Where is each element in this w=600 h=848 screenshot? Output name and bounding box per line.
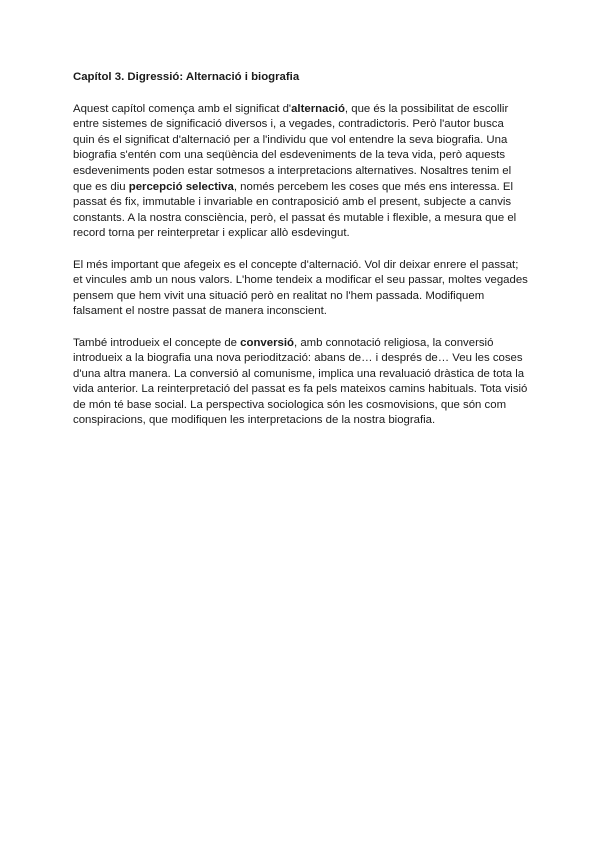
paragraph-conversion [73, 336, 528, 430]
document-body [73, 70, 528, 445]
paragraph-text: , només percebem les coses que més ens interessa. El passat és fix, immutable i invariable en contraposició amb el present, subjecte a canvis constants. A la nostra consciència, però, el passat és mutable i flexible, a mesura que el record torna per reinterpretar i explicar allò esdevingut. [73, 180, 517, 240]
paragraph-text: Aquest capítol comença amb el significat d' [73, 102, 292, 115]
paragraph-text: També introdueix el concepte de [73, 336, 241, 349]
paragraph-text: , amb connotació religiosa, la conversió introdueix a la biografia una nova periodització: abans de… i després de… Veu les coses d'una altra manera. La conversió al comunisme, implica una revaluació dràstica de tota la vida anterior. La reinterpretació del passat es fa pels mateixos camins habituals. Tota visió de món té base social. La perspectiva sociologica són les cosmovisions, que són com conspiracions, que modifiquen les interpretacions de la nostra biografia. [73, 336, 528, 427]
chapter-heading: Capítol 3. Digressió: Alternació i biografia [73, 71, 300, 83]
paragraph-alternation [73, 102, 528, 242]
paragraph-concept: El més important que afegeix es el concepte d'alternació. Vol dir deixar enrere el passat; et vincules amb un nous valors. L'home tendeix a modificar el seu passar, moltes vegades pensem que hem vivit una situació però en realitat no l'hem passada. Modifiquem falsament el nostre passat de manera inconscient. [73, 258, 528, 318]
term-conversio: conversió [240, 336, 294, 349]
term-percepcio-selectiva: percepció selectiva [128, 180, 234, 193]
term-alternacio: alternació [291, 102, 345, 115]
paragraph-text: , que és la possibilitat de escollir entre sistemes de significació diversos i, a vegades, contradictoris. Però l'autor busca quin és el significat d'alternació per a l'individu que vol entendre la seva biografia. Una biografia s'entén com una seqüència del esdeveniments de la teva vida, però aquests esdeveniments poden estar sotmesos a interpretacions alternatives. Nosaltres tenim el que es diu [73, 102, 512, 193]
